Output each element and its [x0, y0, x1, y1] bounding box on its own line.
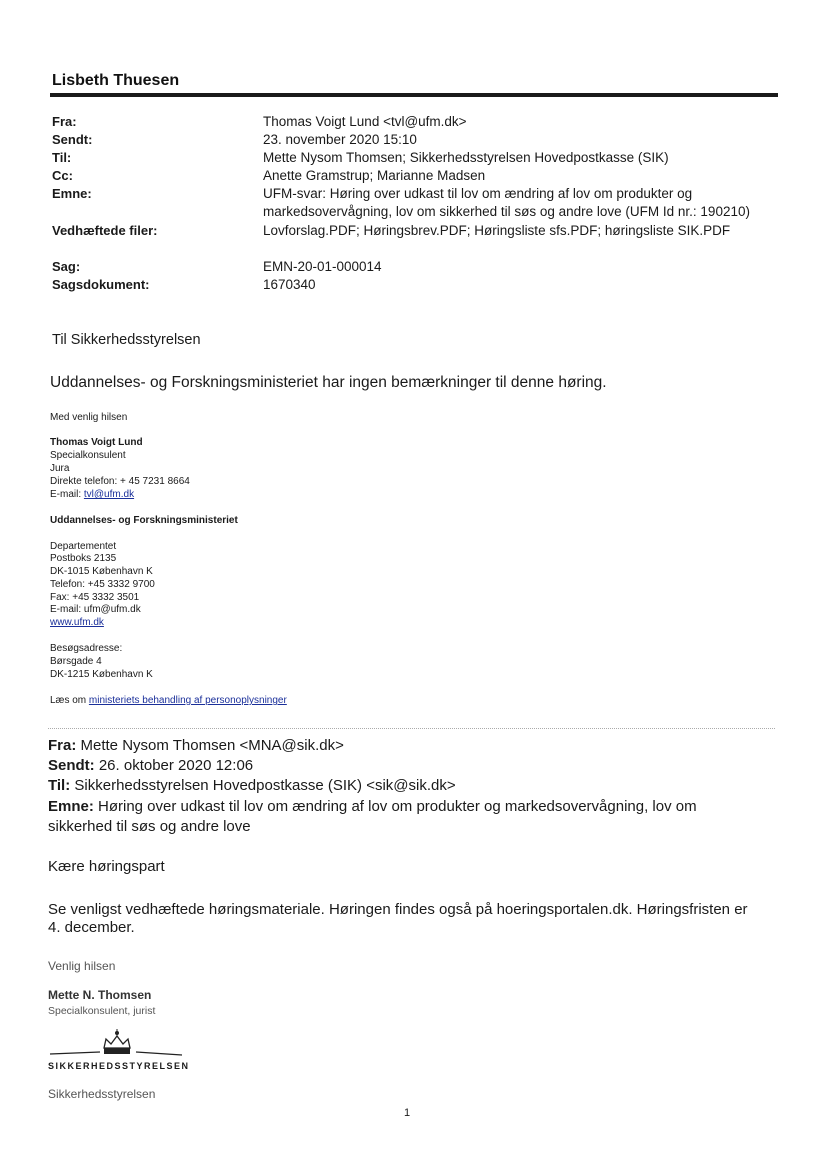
from-label: Fra:: [52, 114, 77, 129]
message-separator: [48, 728, 775, 729]
address-line-2: Postboks 2135: [50, 553, 117, 564]
reply-signer-dept: Jura: [50, 463, 70, 474]
reply-message: Uddannelses- og Forskningsministeriet har ingen bemærkninger til denne høring.: [50, 374, 607, 391]
address-line-6: E-mail: ufm@ufm.dk: [50, 604, 141, 615]
header-rule: [50, 93, 778, 97]
reply-signer-title: Specialkonsulent: [50, 450, 126, 461]
page-number: 1: [404, 1107, 411, 1119]
case-document-value: 1670340: [263, 277, 316, 292]
case-document-label: Sagsdokument:: [52, 277, 150, 292]
subject-value: UFM-svar: Høring over udkast til lov om ændring af lov om produkter og: [263, 186, 693, 201]
attachments-label: Vedhæftede filer:: [52, 223, 158, 238]
subject-label: Emne:: [52, 186, 92, 201]
privacy-line: [50, 695, 287, 708]
email-link[interactable]: tvl@ufm.dk: [83, 489, 135, 500]
fwd-organisation: Sikkerhedsstyrelsen: [48, 1087, 156, 1101]
fwd-signer-name: Mette N. Thomsen: [48, 988, 152, 1002]
sent-label: Sendt:: [52, 132, 93, 147]
address-line-1: Departementet: [50, 541, 117, 552]
fwd-subject-cont: sikkerhed til søs og andre love: [48, 818, 251, 835]
fwd-closing: Venlig hilsen: [48, 959, 116, 973]
fwd-sent: Sendt: 26. oktober 2020 12:06: [48, 757, 254, 774]
reply-signer-phone: Direkte telefon: + 45 7231 8664: [50, 476, 190, 487]
fwd-subject: Emne: Høring over udkast til lov om ændring af lov om produkter og markedsovervågning, lov om: [48, 798, 697, 815]
visit-line-1: Besøgsadresse:: [50, 643, 123, 654]
logo-wordmark: SIKKERHEDSSTYRELSEN: [48, 1061, 190, 1071]
reply-signer-name: Thomas Voigt Lund: [50, 437, 143, 448]
visit-line-2: Børsgade 4: [50, 656, 102, 667]
email-label: E-mail:: [50, 489, 84, 500]
to-value: Mette Nysom Thomsen; Sikkerhedsstyrelsen Hovedpostkasse (SIK): [263, 150, 669, 165]
sent-value: 23. november 2020 15:10: [263, 132, 417, 147]
privacy-prefix: Læs om: [50, 695, 89, 706]
address-line-4: Telefon: +45 3332 9700: [50, 579, 155, 590]
fwd-greeting: Kære høringspart: [48, 858, 165, 875]
visit-line-3: DK-1215 København K: [50, 669, 153, 680]
case-value: EMN-20-01-000014: [263, 259, 382, 274]
fwd-message-line-2: 4. december.: [48, 919, 135, 936]
from-value: Thomas Voigt Lund <tvl@ufm.dk>: [263, 114, 467, 129]
to-label: Til:: [52, 150, 72, 165]
address-line-3: DK-1015 København K: [50, 566, 153, 577]
ministry-name: Uddannelses- og Forskningsministeriet: [50, 515, 238, 526]
reply-signer-email: [50, 489, 134, 502]
reply-greeting: Til Sikkerhedsstyrelsen: [52, 332, 201, 348]
subject-value-cont: markedsovervågning, lov om sikkerhed til søs og andre love (UFM Id nr.: 190210): [263, 204, 750, 219]
fwd-message-line-1: Se venligst vedhæftede høringsmateriale. Høringen findes også på hoeringsportalen.dk. Høringsfristen er: [48, 901, 748, 918]
reply-closing: Med venlig hilsen: [50, 412, 128, 423]
case-label: Sag:: [52, 259, 81, 274]
attachments-value[interactable]: Lovforslag.PDF; Høringsbrev.PDF; Høringsliste sfs.PDF; høringsliste SIK.PDF: [263, 223, 731, 238]
fwd-signer-title: Specialkonsulent, jurist: [48, 1005, 156, 1017]
cc-label: Cc:: [52, 168, 73, 183]
website-link[interactable]: www.ufm.dk: [50, 617, 104, 628]
fwd-from: Fra: Mette Nysom Thomsen <MNA@sik.dk>: [48, 737, 344, 754]
address-line-5: Fax: +45 3332 3501: [50, 592, 140, 603]
privacy-link[interactable]: ministeriets behandling af personoplysninger: [88, 695, 287, 706]
crown-logo-icon: [48, 1028, 188, 1060]
cc-value: Anette Gramstrup; Marianne Madsen: [263, 168, 486, 183]
sender-name: Lisbeth Thuesen: [52, 72, 180, 89]
fwd-to: Til: Sikkerhedsstyrelsen Hovedpostkasse (SIK) <sik@sik.dk>: [48, 777, 456, 794]
